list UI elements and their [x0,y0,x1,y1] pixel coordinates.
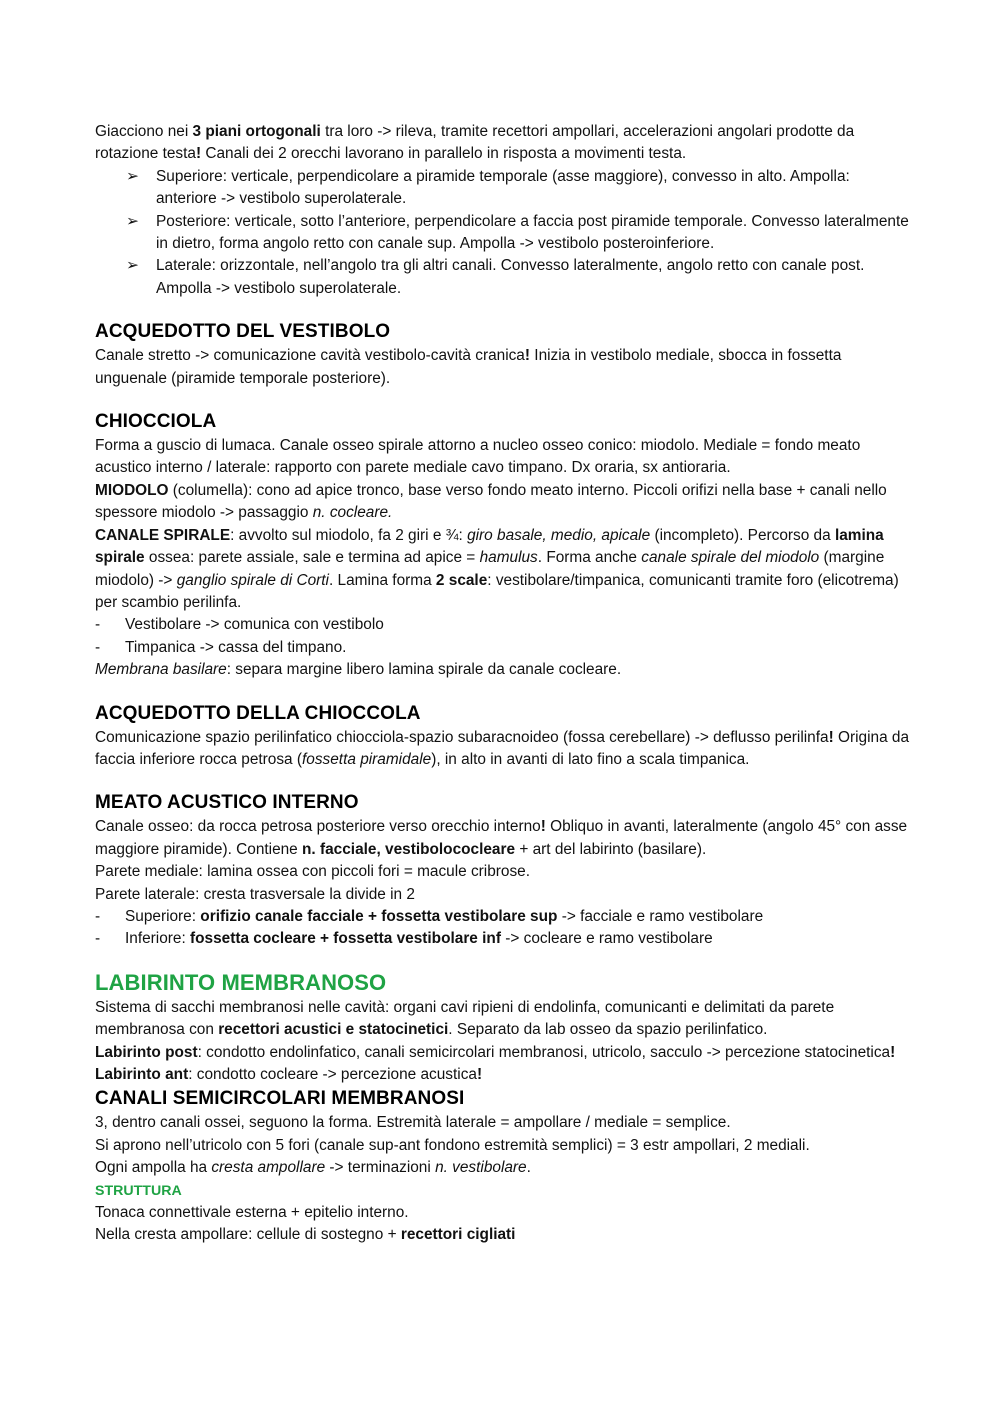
paragraph-line [95,1157,910,1179]
section-paragraph [95,727,910,772]
section-heading: CHIOCCIOLA [95,411,217,433]
paragraph-text: ), in alto in avanti di lato fino a scala timpanica. [431,750,750,768]
list-item-text: Superiore: verticale, perpendicolare a piramide temporale (asse maggiore), convesso in alto. Ampolla: anteriore -> vestibolo superolaterale. [156,167,850,208]
list-item-text: Posteriore: verticale, sotto l’anteriore, perpendicolare a faccia post piramide temporale. Convesso lateralmente in dietro, forma angolo retto con canale sup. Ampolla -> vestibolo posteroinferiore. [156,212,909,253]
italic-term: Membrana basilare [95,661,227,679]
scale-list [95,614,910,659]
paragraph-text: : vestibolare/timpanica, comunicanti tramite foro (elicotrema) per scambio perilinfa. [95,571,899,611]
dash-bullet-icon: - [95,616,101,634]
exclamation: ! [890,1043,896,1061]
italic-term: giro basale, medio, apicale [467,526,651,544]
dash-bullet-icon: - [95,907,101,925]
bold-term: n. facciale, vestibolococleare [302,840,516,858]
list-item-text: Vestibolare -> comunica con vestibolo [125,616,384,634]
intro-text: Canali dei 2 orecchi lavorano in parallelo in risposta a movimenti testa. [201,145,687,163]
chapter-heading: LABIRINTO MEMBRANOSO [95,969,387,995]
arrow-bullet-icon: ➢ [126,212,139,230]
section-paragraph [95,345,910,390]
bold-term: recettori acustici e statocinetici [218,1021,449,1039]
paragraph-text: . Lamina forma [328,571,436,589]
paragraph-text: Origina da faccia inferiore rocca petrosa ( [95,728,910,768]
paragraph-text: : avvolto sul miodolo, fa 2 giri e ¾: [230,526,468,544]
paragraph-text: (incompleto). Percorso da [650,526,835,544]
dash-bullet-icon: - [95,638,101,656]
italic-term: canale spirale del miodolo [641,549,820,567]
list-item-text: -> facciale e ramo vestibolare [557,907,764,925]
canals-list [95,166,910,300]
section-paragraph [95,816,910,861]
bold-term: 2 scale [435,571,488,589]
exclamation: ! [828,728,834,746]
parete-laterale: Parete laterale: cresta trasversale la divide in 2 [95,885,415,903]
paragraph-text: + art del labirinto (basilare). [515,840,707,858]
italic-term: fossetta piramidale [302,750,432,768]
list-item [95,614,910,636]
term-label: CANALE SPIRALE [95,526,231,544]
list-item-label: Inferiore: [125,930,191,948]
paragraph-text: ossea: parete assiale, sale e termina ad apice = [144,549,480,567]
paragraph-text: -> terminazioni [325,1159,436,1177]
intro-bold: 3 piani ortogonali [192,123,321,140]
paragraph-text: . [526,1159,531,1177]
intro-text: Giacciono nei [95,123,193,140]
term-label: Labirinto post [95,1043,198,1061]
bold-term: recettori cigliati [400,1226,516,1244]
meato-list [95,906,910,951]
paragraph-text: (columella): cono ad apice tronco, base verso fondo meato interno. Piccoli orifizi nella base + canali nello spessore miodolo -> passaggio [95,481,887,522]
term-label: MIODOLO [95,481,169,499]
paragraph-line: Tonaca connettivale esterna + epitelio interno. [95,1204,409,1222]
paragraph-text: Comunicazione spazio perilinfatico chiocciola-spazio subaracnoideo (fossa cerebellare) -> deflusso perilinfa [95,728,829,746]
italic-term: n. cocleare. [312,504,393,522]
intro-text: tra loro -> rileva, tramite recettori ampollari, accelerazioni angolari prodotte da rotazione testa [95,123,855,163]
paragraph-line: Si aprono nell’utricolo con 5 fori (canale sup-ant fondono estremità semplici) = 3 estr ampollari, 2 mediali. [95,1136,810,1154]
paragraph-text: . Forma anche [537,549,642,567]
list-item-text: -> cocleare e ramo vestibolare [500,930,713,948]
paragraph-text: Obliquo in avanti, lateralmente (angolo 45° con asse maggiore piramide). Contiene [95,818,908,858]
section-paragraph: Forma a guscio di lumaca. Canale osseo spirale attorno a nucleo osseo conico: miodolo. Mediale = fondo meato acustico interno / laterale: rapporto con parete mediale cavo timpano. Dx oraria, sx antioraria. [95,437,861,477]
paragraph-text: Ogni ampolla ha [95,1159,212,1177]
italic-term: cresta ampollare [211,1159,326,1177]
italic-term: ganglio spirale di Corti [176,571,329,589]
paragraph-text: Canale stretto -> comunicazione cavità vestibolo-cavità cranica [95,347,525,365]
list-item-text: Timpanica -> cassa del timpano. [125,638,347,656]
exclamation: ! [476,1066,483,1083]
italic-term: n. vestibolare [435,1159,527,1177]
section-heading: ACQUEDOTTO DELLA CHIOCCOLA [95,702,421,724]
list-item-label: Superiore: [125,907,201,925]
labirinto-post [95,1042,910,1064]
term-label: Labirinto ant [95,1066,189,1083]
paragraph-text: (margine miodolo) -> [95,549,885,589]
paragraph-text: Inizia in vestibolo mediale, sbocca in fossetta unguenale (piramide temporale posteriore). [95,347,842,387]
paragraph-text: : separa margine libero lamina spirale da canale cocleare. [226,661,622,679]
list-item [126,166,910,211]
arrow-bullet-icon: ➢ [126,167,139,185]
list-item-text: Laterale: orizzontale, nell’angolo tra gli altri canali. Convesso lateralmente, angolo retto con canale post. Ampolla -> vestibolo superolaterale. [156,257,865,297]
section-paragraph [95,997,910,1042]
parete-mediale: Parete mediale: lamina ossea con piccoli fori = macule cribrose. [95,863,530,881]
section-heading: ACQUEDOTTO DEL VESTIBOLO [95,321,391,343]
list-item [95,637,910,659]
exclamation: ! [540,818,546,836]
bold-term: orifizio canale facciale + fossetta vestibolare sup [200,907,558,925]
miodolo-paragraph [95,480,910,525]
paragraph-text: : condotto cocleare -> percezione acustica [188,1066,477,1083]
document-page [95,121,910,1247]
italic-term: hamulus [479,549,538,567]
exclamation: ! [524,347,531,365]
bold-term: fossetta cocleare + fossetta vestibolare inf [190,930,501,948]
bold-term: lamina spirale [95,526,884,567]
section-heading: CANALI SEMICIRCOLARI MEMBRANOSI [95,1088,465,1110]
canale-spirale-paragraph [95,525,910,615]
list-item [126,255,910,300]
dash-bullet-icon: - [95,930,101,948]
list-item [95,928,910,950]
paragraph-text: Nella cresta ampollare: cellule di sostegno + [95,1226,401,1244]
paragraph-text: Canale osseo: da rocca petrosa posteriore verso orecchio interno [95,818,541,836]
list-item [126,211,910,256]
list-item [95,906,910,928]
arrow-bullet-icon: ➢ [126,257,139,275]
labirinto-ant [95,1064,910,1086]
subsection-heading: STRUTTURA [95,1182,182,1199]
paragraph-text: . Separato da lab osseo da spazio perilinfatico. [448,1021,768,1039]
intro-paragraph [95,121,910,166]
exclamation: ! [195,145,202,163]
paragraph-text: : condotto endolinfatico, canali semicircolari membranosi, utricolo, sacculo -> percezione statocinetica [197,1043,891,1061]
section-heading: MEATO ACUSTICO INTERNO [95,792,359,814]
paragraph-text: Sistema di sacchi membranosi nelle cavità: organi cavi ripieni di endolinfa, comunicanti e delimitati da parete membranosa con [95,998,835,1039]
membrana-paragraph [95,659,910,681]
paragraph-line [95,1224,910,1246]
paragraph-line: 3, dentro canali ossei, seguono la forma. Estremità laterale = ampollare / mediale = semplice. [95,1114,731,1132]
